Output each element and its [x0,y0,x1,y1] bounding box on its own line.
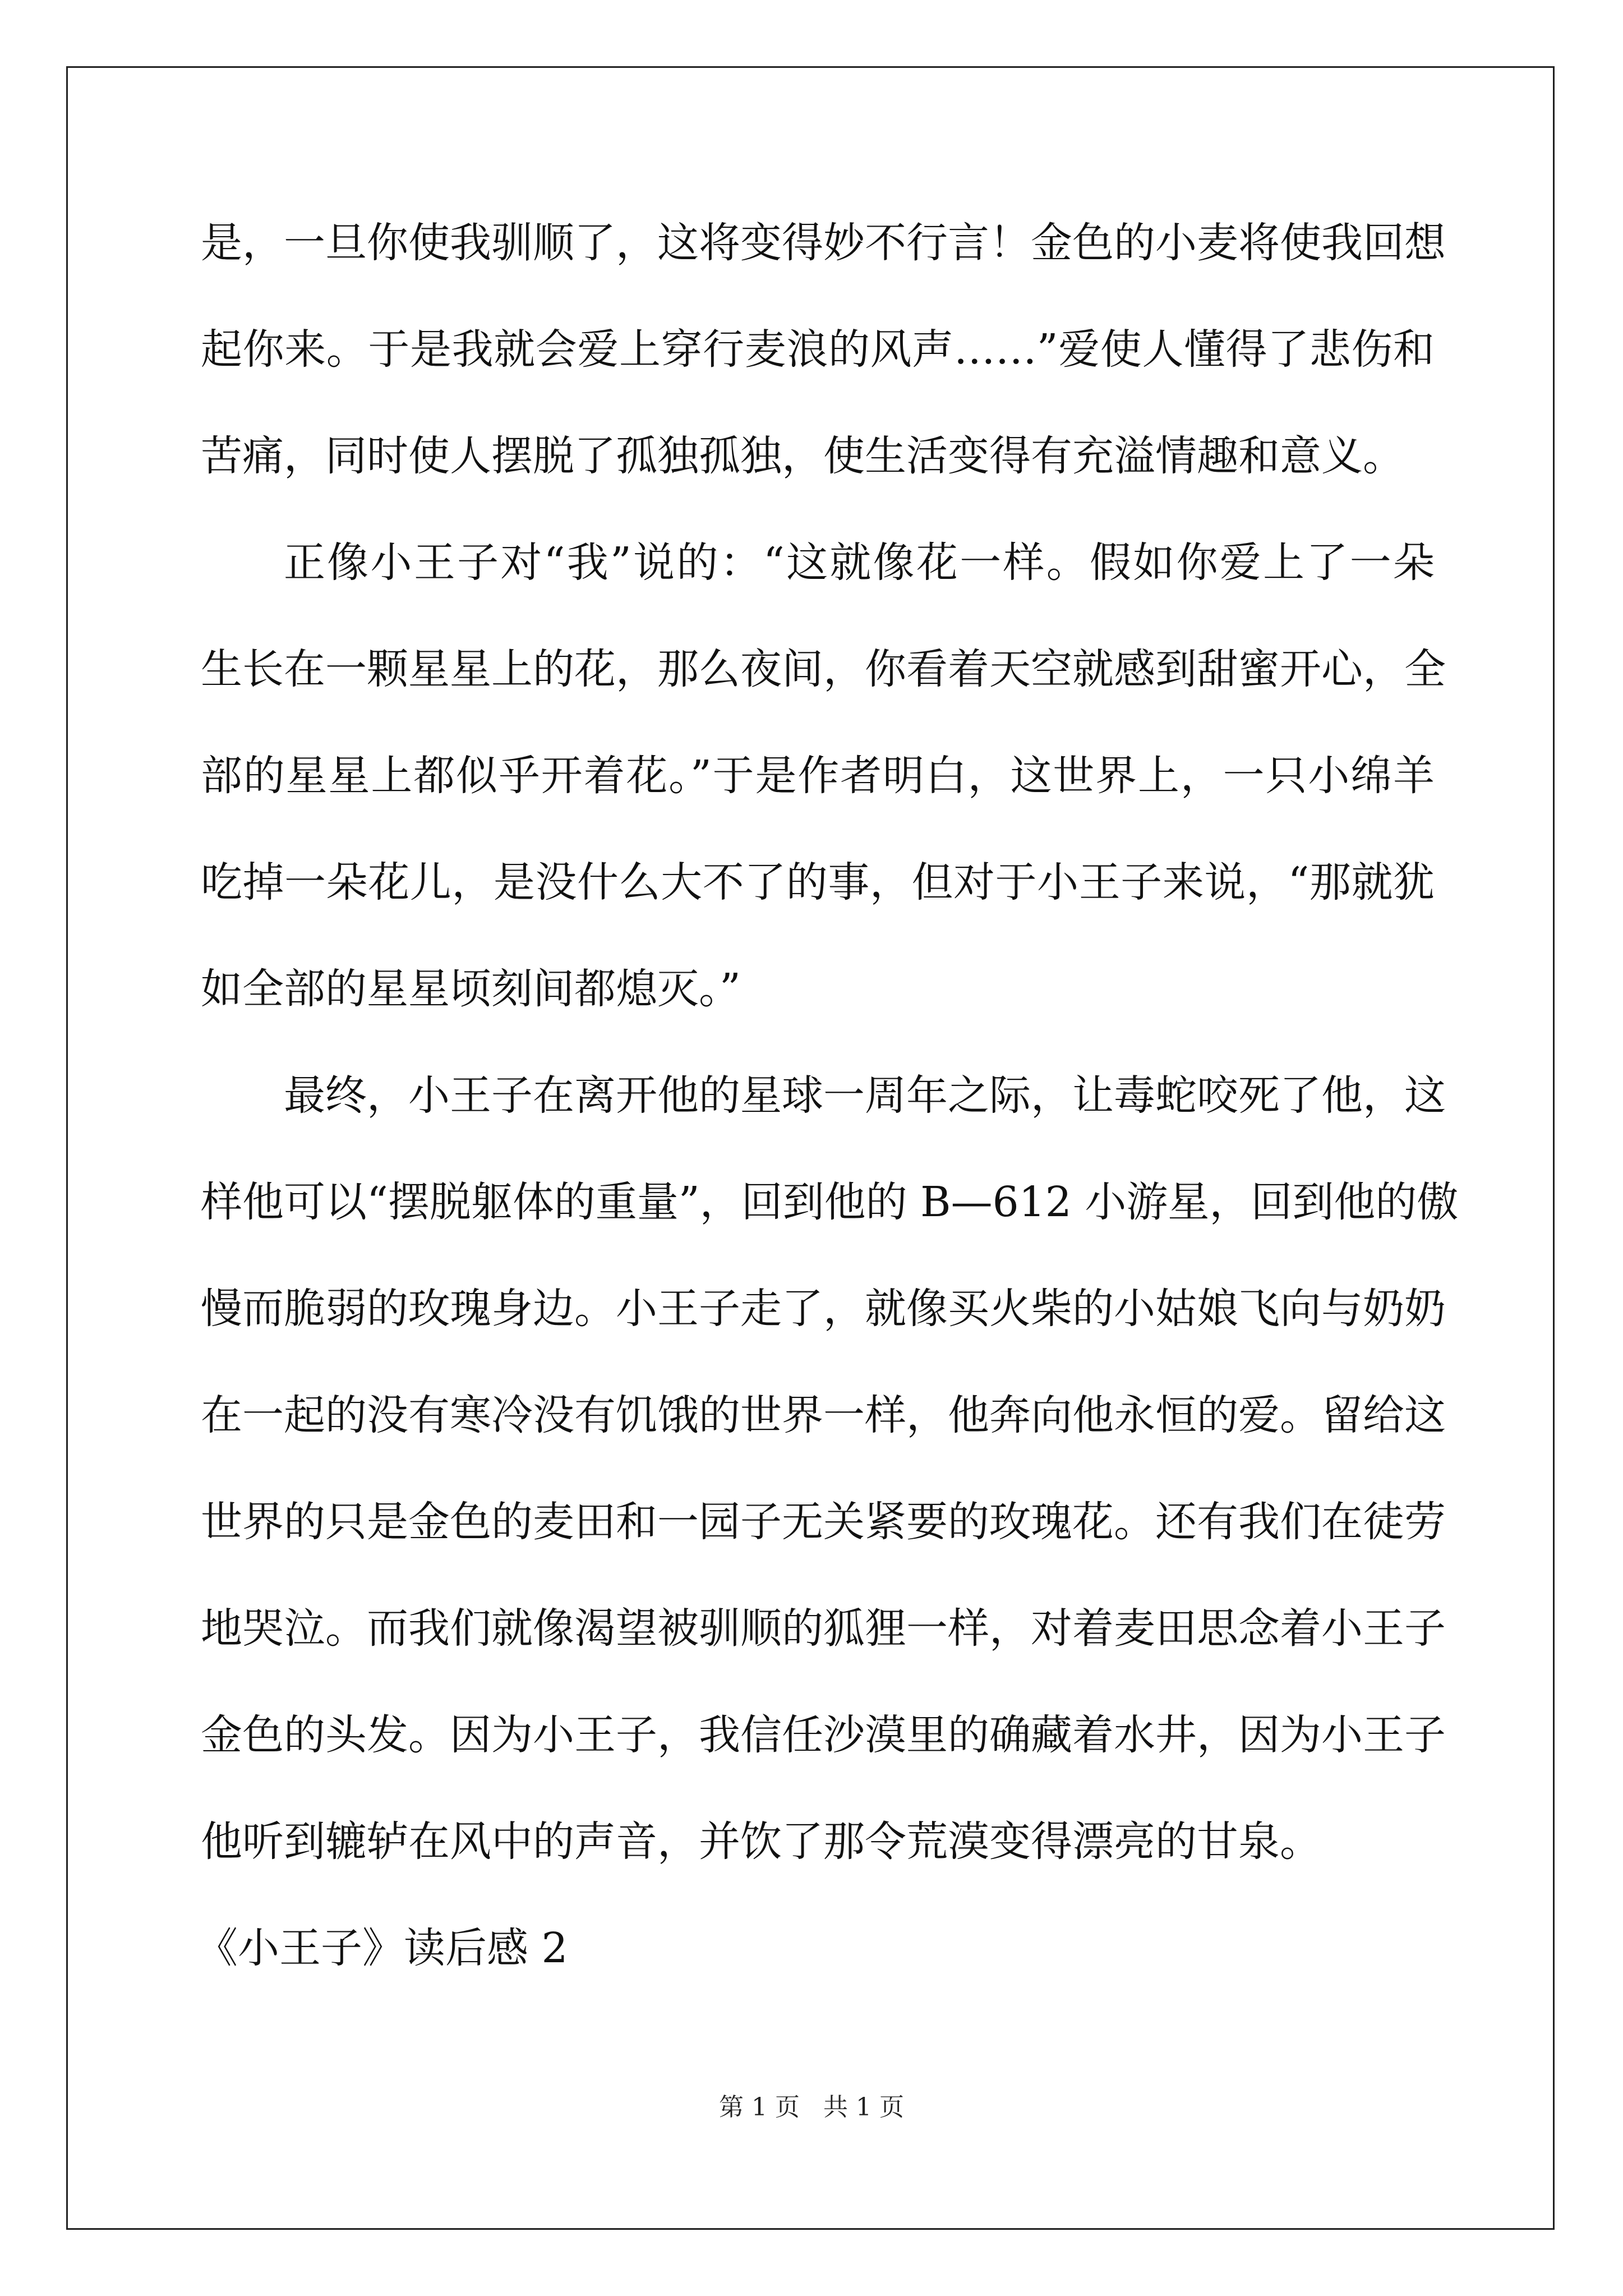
text-line: 金色的头发。因为小王子，我信任沙漠里的确藏着水井，因为小王子 [201,1711,1446,1759]
text-line: 世界的只是金色的麦田和一园子无关紧要的玫瑰花。还有我们在徒劳 [201,1498,1446,1546]
text-line: 部的星星上都似乎开着花。”于是作者明白，这世界上，一只小绵羊 [201,752,1435,800]
text-line: 苦痛，同时使人摆脱了孤独孤独，使生活变得有充溢情趣和意义。 [201,432,1404,480]
page-footer [0,2087,1623,2123]
page-number: 第 1 页 [719,2093,800,2122]
text-line: 如全部的星星顷刻间都熄灭。” [201,965,741,1013]
section-heading: 《小王子》读后感 2 [196,1924,568,1972]
page-total: 共 1 页 [823,2093,904,2122]
paragraph-3 [201,1065,1459,1917]
text-line: 样他可以“摆脱躯体的重量”，回到他的 B—612 小游星，回到他的傲 [201,1178,1459,1226]
text-line: 慢而脆弱的玫瑰身边。小王子走了，就像买火柴的小姑娘飞向与奶奶 [201,1285,1446,1333]
paragraph-2 [201,532,1446,1065]
text-line: 他听到辘轳在风中的声音，并饮了那令荒漠变得漂亮的甘泉。 [201,1818,1321,1866]
text-line: 生长在一颗星星上的花，那么夜间，你看着天空就感到甜蜜开心，全 [201,645,1446,693]
document-body [196,212,1459,2024]
text-line: 是，一旦你使我驯顺了，这将变得妙不行言！金色的小麦将使我回想 [201,219,1446,267]
text-line: 起你来。于是我就会爱上穿行麦浪的风声……”爱使人懂得了悲伤和 [201,325,1435,374]
text-line: 正像小王子对“我”说的：“这就像花一样。假如你爱上了一朵 [284,539,1435,587]
text-line: 在一起的没有寒冷没有饥饿的世界一样，他奔向他永恒的爱。留给这 [201,1391,1446,1439]
paragraph-1 [201,212,1446,532]
text-line: 地哭泣。而我们就像渴望被驯顺的狐狸一样，对着麦田思念着小王子 [201,1604,1446,1653]
text-line: 最终，小王子在离开他的星球一周年之际，让毒蛇咬死了他，这 [284,1071,1446,1120]
text-line: 吃掉一朵花儿，是没什么大不了的事，但对于小王子来说，“那就犹 [201,858,1435,907]
